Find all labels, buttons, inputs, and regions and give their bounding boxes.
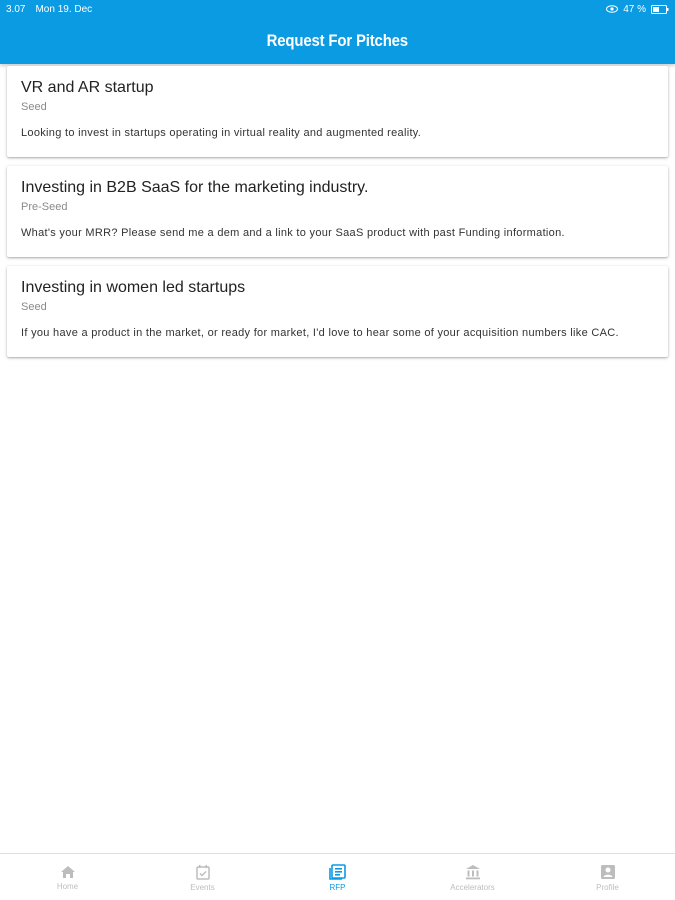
bottom-nav xyxy=(0,853,675,900)
nav-label: RFP xyxy=(329,883,346,892)
account-box-icon xyxy=(600,864,616,880)
pitch-title: VR and AR startup xyxy=(21,79,154,96)
status-date: Mon 19. Dec xyxy=(35,3,93,15)
pitch-card-b2b-saas[interactable] xyxy=(7,166,668,257)
status-time: 3.07 xyxy=(6,3,26,15)
nav-item-accelerators[interactable] xyxy=(405,854,540,900)
nav-item-home[interactable] xyxy=(0,854,135,900)
pitch-description: Looking to invest in startups operating in virtual reality and augmented reality. xyxy=(21,127,422,139)
pitch-card-vr-ar[interactable] xyxy=(7,66,668,157)
battery-icon xyxy=(651,5,669,14)
nav-label: Profile xyxy=(596,883,619,892)
nav-item-events[interactable] xyxy=(135,854,270,900)
nav-label: Events xyxy=(190,883,215,892)
pitch-title: Investing in B2B SaaS for the marketing industry. xyxy=(21,179,369,196)
bank-icon xyxy=(465,864,481,880)
page-title: Request For Pitches xyxy=(266,31,409,50)
pitch-stage: Seed xyxy=(21,301,47,313)
eye-icon xyxy=(606,5,618,13)
pitch-stage: Pre-Seed xyxy=(21,201,68,213)
calendar-check-icon xyxy=(195,864,211,880)
nav-label: Home xyxy=(56,882,79,891)
home-icon xyxy=(60,865,76,879)
pitch-description: If you have a product in the market, or ready for market, I'd love to hear some of your acquisition numbers like CAC. xyxy=(21,327,619,339)
nav-item-rfp[interactable] xyxy=(270,854,405,900)
pitch-stage: Seed xyxy=(21,101,47,113)
nav-item-profile[interactable] xyxy=(540,854,675,900)
pitch-list xyxy=(7,66,668,366)
document-list-icon xyxy=(329,864,347,880)
app-bar xyxy=(0,18,675,64)
pitch-title: Investing in women led startups xyxy=(21,279,246,296)
pitch-description: What's your MRR? Please send me a dem and a link to your SaaS product with past Funding information. xyxy=(21,227,565,239)
status-bar xyxy=(0,0,675,18)
battery-percent: 47 % xyxy=(623,3,646,15)
nav-label: Accelerators xyxy=(450,883,495,892)
pitch-card-women-led[interactable] xyxy=(7,266,668,357)
